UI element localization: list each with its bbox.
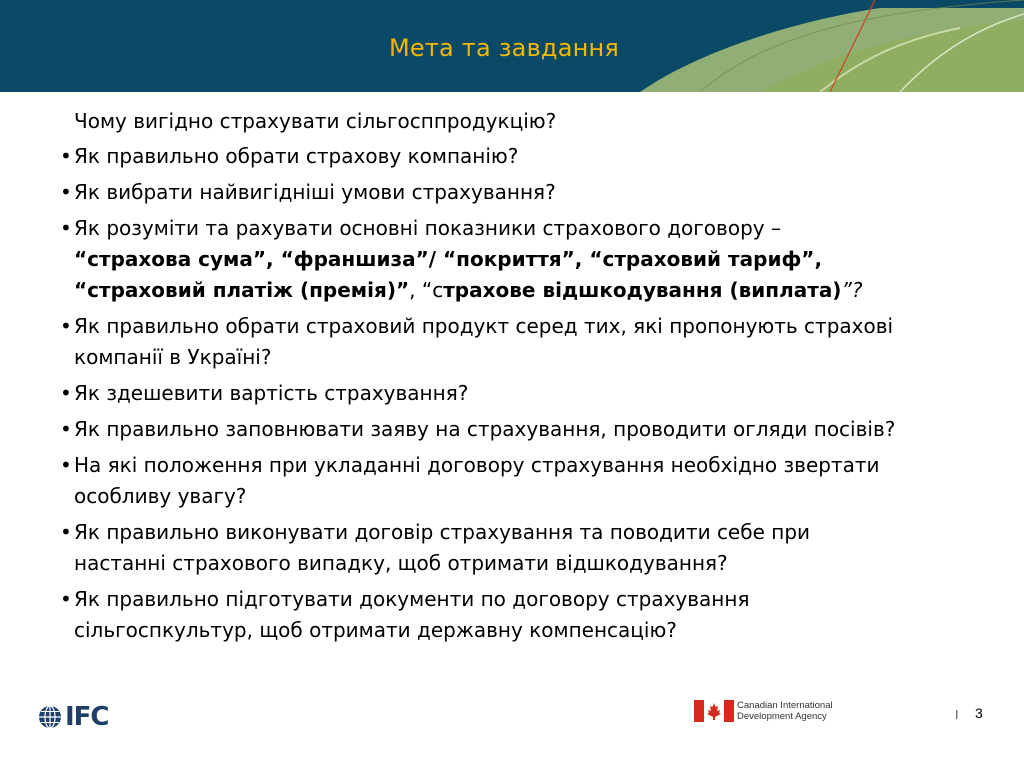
list-item <box>60 141 1000 172</box>
term-separator: , “с <box>409 278 444 302</box>
list-item <box>60 517 1000 579</box>
bullet-icon: • <box>60 314 72 338</box>
bullet-icon: • <box>60 587 72 611</box>
list-item-text: На які положення при укладанні договору страхування необхідно звертати <box>74 453 880 477</box>
list-item-text: Як розуміти та рахувати основні показники страхового договору – <box>74 216 781 240</box>
list-item-text-cont: сільгоспкультур, щоб отримати державну компенсацію? <box>74 618 677 642</box>
list-item <box>60 450 1000 512</box>
list-item <box>60 414 1000 445</box>
list-item <box>60 213 1000 306</box>
term-premium: “страховий платіж (премія)” <box>74 278 410 302</box>
list-item <box>60 378 1000 409</box>
term-compensation: трахове відшкодування (виплата) <box>443 278 842 302</box>
intro-text: Чому вигідно страхувати сільгосппродукцію? <box>74 109 557 133</box>
list-item-text: Як правильно виконувати договір страхування та поводити себе при <box>74 520 811 544</box>
slide-header <box>0 0 1024 92</box>
ifc-logo-text: IFC <box>65 702 109 732</box>
list-item-text: Як правильно обрати страхову компанію? <box>74 144 519 168</box>
bullet-icon: • <box>60 417 72 441</box>
slide-title: Мета та завдання <box>389 34 620 62</box>
list-item-text: Як вибрати найвигідніші умови страхування? <box>74 180 556 204</box>
list-item-text-cont: настанні страхового випадку, щоб отримати відшкодування? <box>74 551 728 575</box>
term-end: ”? <box>841 278 863 302</box>
list-item <box>60 311 1000 373</box>
list-item-text-cont: особливу увагу? <box>74 484 247 508</box>
canada-flag-icon <box>694 700 734 722</box>
list-item-text: Як правильно заповнювати заяву на страхування, проводити огляди посівів? <box>74 417 896 441</box>
page-separator: I <box>955 708 959 722</box>
list-item-text: Як здешевити вартість страхування? <box>74 381 469 405</box>
cida-line-2: Development Agency <box>737 711 827 722</box>
bullet-icon: • <box>60 381 72 405</box>
cida-logo <box>694 700 833 722</box>
bullet-icon: • <box>60 216 72 240</box>
list-item <box>60 584 1000 646</box>
cida-text <box>737 700 833 722</box>
bullet-icon: • <box>60 180 72 204</box>
intro-question <box>60 106 1000 137</box>
globe-icon <box>38 705 62 729</box>
slide-body <box>60 106 1000 651</box>
list-item-text-cont: компанії в Україні? <box>74 345 272 369</box>
list-item-terms: “страхова сума”, “франшиза”/ “покриття”, “страховий тариф”, <box>74 247 823 271</box>
bullet-icon: • <box>60 453 72 477</box>
page-number: 3 <box>975 705 983 721</box>
list-item-text: Як правильно обрати страховий продукт серед тих, які пропонують страхові <box>74 314 894 338</box>
list-item <box>60 177 1000 208</box>
cida-line-1: Canadian International <box>737 700 833 711</box>
bullet-icon: • <box>60 144 72 168</box>
bullet-icon: • <box>60 520 72 544</box>
list-item-text: Як правильно підготувати документи по договору страхування <box>74 587 750 611</box>
list-item-terms-line3 <box>74 275 1000 306</box>
ifc-logo <box>38 703 109 731</box>
